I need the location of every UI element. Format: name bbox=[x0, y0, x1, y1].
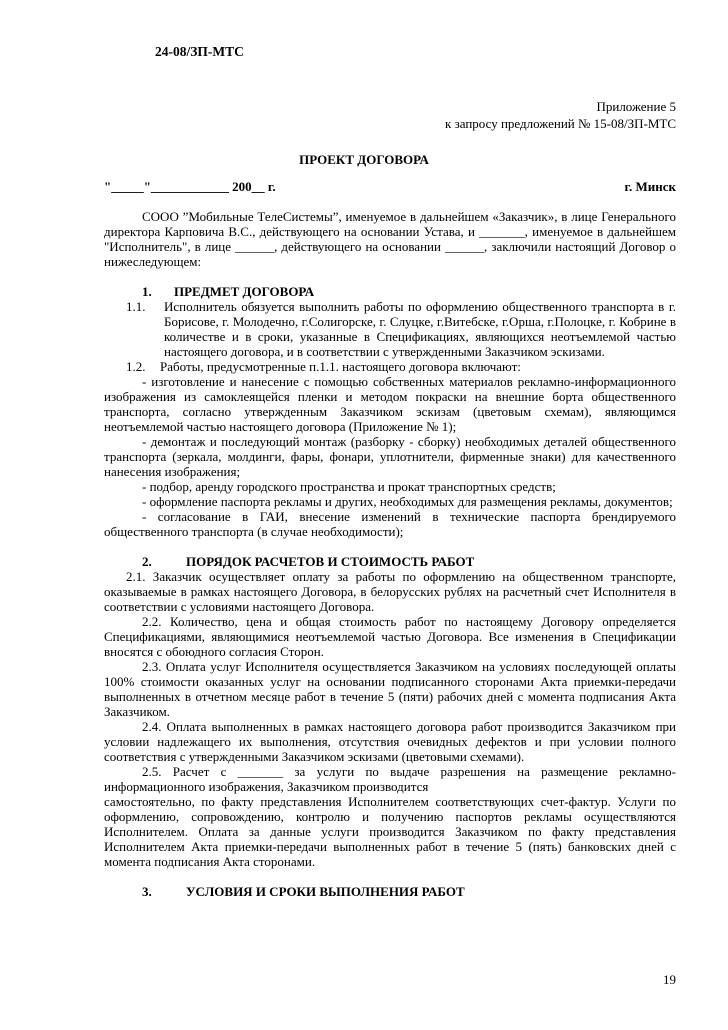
section-1-number: 1. bbox=[142, 284, 152, 299]
clause-number: 1.2. bbox=[126, 359, 146, 374]
work-item: - подбор, аренду городского пространства и прокат транспортных средств; bbox=[142, 479, 556, 494]
document-code: 24-08/ЗП-МТС bbox=[155, 44, 244, 59]
clause-number: 1.1. bbox=[126, 299, 146, 314]
work-item: - согласование в ГАИ, внесение изменений в технические паспорта брендируемого общественного транспорта (в случае необходимости); bbox=[104, 509, 676, 539]
clause-2-5: 2.5. Расчет с _______ за услуги по выдаче разрешения на размещение рекламно-информационного изображения, Заказчиком производится bbox=[104, 764, 676, 794]
section-2-title: ПОРЯДОК РАСЧЕТОВ И СТОИМОСТЬ РАБОТ bbox=[186, 554, 475, 569]
clause-text: Работы, предусмотренные п.1.1. настоящего договора включают: bbox=[160, 359, 521, 374]
section-1-heading bbox=[104, 284, 676, 299]
clause-2-4: 2.4. Оплата выполненных в рамках настоящего договора работ производится Заказчиком при условии надлежащего их выполнения, отсутствия очевидных дефектов и при условии полного соответствия с утвержденными Заказчиком эскизами (цветовыми схемами). bbox=[104, 719, 676, 764]
clause-2-3: 2.3. Оплата услуг Исполнителя осуществляется Заказчиком на условиях последующей оплаты 100% стоимости оказанных услуг на основании подписанного сторонами Акта приемки-передачи выполненных в отчетном месяце работ в течение 5 (пяти) рабочих дней с момента подписания Акта Заказчиком. bbox=[104, 659, 676, 719]
clause-1-1 bbox=[104, 299, 676, 359]
section-3-number: 3. bbox=[142, 884, 152, 899]
section-2-heading bbox=[104, 554, 676, 569]
section-3-heading bbox=[104, 884, 676, 899]
work-item: - оформление паспорта рекламы и других, необходимых для размещения рекламы, документов; bbox=[142, 494, 673, 509]
clause-text: Исполнитель обязуется выполнить работы по оформлению общественного транспорта в г. Борисове, г. Молодечно, г.Солигорске, г. Слуцке, г.Витебске, г.Орша, г.Полоцке, г. Кобрине в количестве и в сроки, указанные в Спецификациях, являющихся неотъемлемой частью настоящего договора, и в соответствии с утвержденными Заказчиком эскизами. bbox=[164, 299, 676, 359]
section-2-number: 2. bbox=[142, 554, 152, 569]
section-1-title: ПРЕДМЕТ ДОГОВОРА bbox=[174, 284, 315, 299]
clause-2-1: 2.1. Заказчик осуществляет оплату за работы по оформлению на общественном транспорте, оказываемые в рамках настоящего Договора, в белорусских рублях на расчетный счет Исполнителя в соответствии с условиями настоящего Договора. bbox=[104, 569, 676, 614]
work-item: - изготовление и нанесение с помощью собственных материалов рекламно-информационного изображения из самоклеящейся пленки и методом покраски на внешние борта общественного транспорта, согласно утвержденным Заказчиком эскизам (цветовым схемам), являющимся неотъемлемой частью настоящего договора (Приложение № 1); bbox=[104, 374, 676, 434]
document-body bbox=[104, 209, 676, 899]
appendix-number: Приложение 5 bbox=[596, 99, 676, 114]
date-line bbox=[104, 179, 676, 194]
page-number: 19 bbox=[663, 972, 676, 987]
clause-2-5-continued: самостоятельно, по факту представления Исполнителем соответствующих счет-фактур. Услуги по оформлению, сопровождению, контролю и получению паспортов рекламы осуществляются Исполнителем. Оплата за данные услуги производится Заказчиком по факту представления Исполнителем Акта приемки-передачи выполненных работ в течение 5 (пять) банковских дней с момента подписания Акта сторонами. bbox=[104, 794, 676, 869]
section-3-title: УСЛОВИЯ И СРОКИ ВЫПОЛНЕНИЯ РАБОТ bbox=[186, 884, 465, 899]
page-title: ПРОЕКТ ДОГОВОРА bbox=[299, 152, 429, 167]
contract-date: "_____"____________ 200__ г. bbox=[104, 179, 276, 194]
appendix-request: к запросу предложений № 15-08/ЗП-МТС bbox=[445, 116, 676, 131]
clause-1-2 bbox=[104, 359, 676, 374]
clause-2-2: 2.2. Количество, цена и общая стоимость работ по настоящему Договору определяется Спецификациями, являющимися неотъемлемой частью Договора. Все изменения в Спецификации вносятся с обоюдного согласия Сторон. bbox=[104, 614, 676, 659]
appendix-reference bbox=[445, 98, 676, 132]
contract-city: г. Минск bbox=[624, 179, 676, 194]
preamble: СООО ”Мобильные ТелеСистемы”, именуемое в дальнейшем «Заказчик», в лице Генерального директора Карповича В.С., действующего на основании Устава, и _______, именуемое в дальнейшем "Исполнитель", в лице ______, действующего на основании ______, заключили настоящий Договор о нижеследующем: bbox=[104, 209, 676, 269]
work-item: - демонтаж и последующий монтаж (разборку - сборку) необходимых деталей общественного транспорта (зеркала, молдинги, фары, фонари, уплотнители, фирменные знаки) для качественного нанесения изображения; bbox=[104, 434, 676, 479]
